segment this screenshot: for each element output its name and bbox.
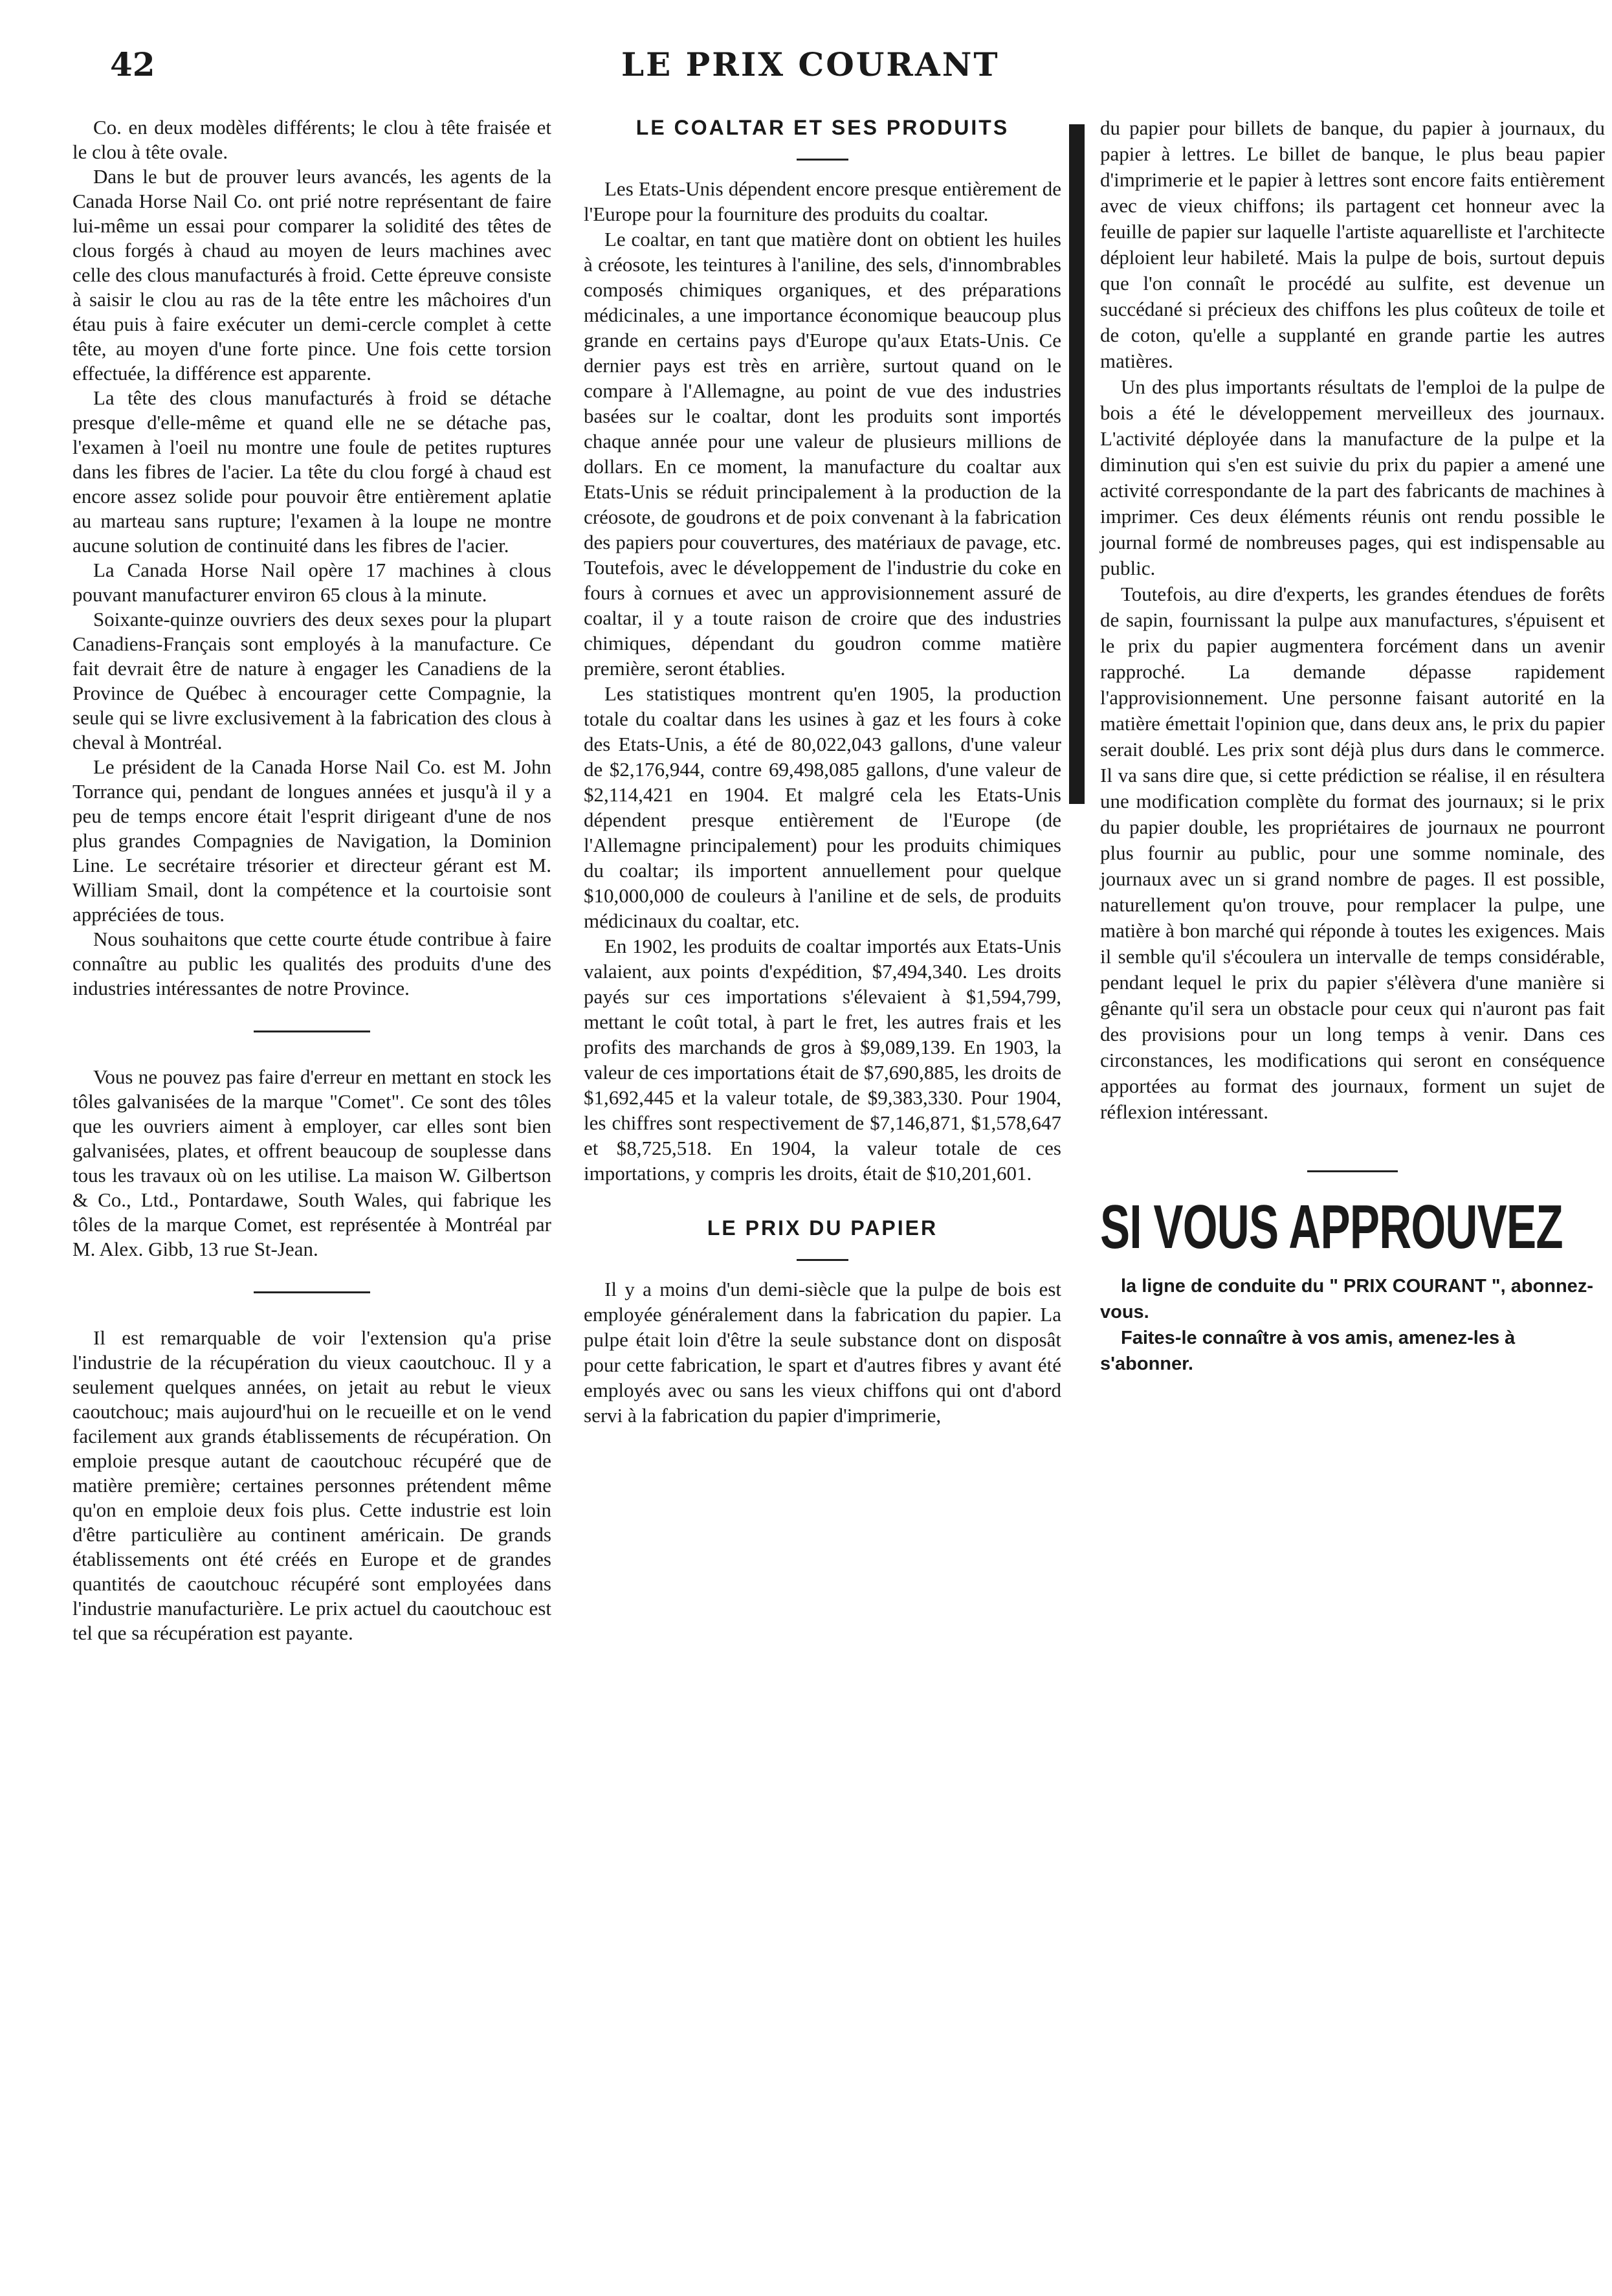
column-1 [72, 115, 551, 1645]
paragraph: Nous souhaitons que cette courte étude contribue à faire connaître au public les qualités des produits d'une des industries intéressantes de notre Province. [72, 928, 551, 999]
paragraph: La Canada Horse Nail opère 17 machines à clous pouvant manufacturer environ 65 clous à la minute. [72, 559, 551, 606]
paragraph: Il y a moins d'un demi-siècle que la pulpe de bois est employée généralement dans la fabrication du papier. La pulpe était loin d'être la seule substance dont on disposât pour cette fabrication, le spart et d'autres fibres y avant été employés avec ou sans les vieux chiffons qui ont d'abord servi à la fabrication du papier d'imprimerie, [584, 1278, 1061, 1427]
paragraph: Toutefois, au dire d'experts, les grandes étendues de forêts de sapin, fournissant la pulpe aux manufactures, s'épuisent et le prix du papier augmentera forcément dans un avenir rapproché. La demande dépasse rapidement l'approvisionnement. Une personne faisant autorité en la matière émettait l'opinion que, dans deux ans, le prix du papier serait doublé. Les prix sont déjà plus durs dans le commerce. Il va sans dire que, si cette prédiction se réalise, il en résultera une modification complète du format des journaux; si le prix du papier double, les propriétaires de journaux ne pourront plus fournir au public, pour une somme nominale, des journaux avec un si grand nombre de pages. Il est possible, naturellement qu'on trouve, pour remplacer la pulpe, une matière à bon marché qui réponde à toutes les exigences. Mais il semble qu'il s'écoulera un intervalle de temps considérable, pendant lequel le prix du papier s'élèvera d'une manière si gênante qu'il sera un obstacle pour ceux qui n'auront pas fait des provisions pour un long temps à venir. Dans ces circonstances, les modifications qui seront en conséquence apportées au format des journaux, forment un sujet de réflexion intéressant. [1100, 583, 1605, 1123]
paragraph: Dans le but de prouver leurs avancés, les agents de la Canada Horse Nail Co. ont prié notre représentant de faire lui-même un essai pour comparer la solidité des têtes de clous forgés à chaud au moyen de leurs machines avec celle des clous manufacturés à froid. Cette épreuve consiste à saisir le clou au ras de la tête entre les mâchoires d'un étau puis à faire exécuter un demi-cercle complet à cette tête, au moyen d'une forte pince. Une fois cette torsion effectuée, la différence est apparente. [72, 165, 551, 385]
ad-line: la ligne de conduite du " PRIX COURANT ", abonnez-vous. [1100, 1276, 1593, 1322]
paragraph: Les Etats-Unis dépendent encore presque entièrement de l'Europe pour la fourniture des produits du coaltar. [584, 177, 1061, 225]
column-divider-bar [1069, 124, 1085, 804]
column-2 [584, 115, 1061, 1428]
paragraph: En 1902, les produits de coaltar importés aux Etats-Unis valaient, aux points d'expédition, $7,494,340. Les droits payés sur ces importations s'élevaient à $1,594,799, mettant le coût total, à part le fret, les autres frais et les profits des marchands de gros à $9,089,139. En 1903, la valeur de ces importations était de $7,690,885, les droits de $1,692,445 et la valeur totale, de $9,383,330. Pour 1904, les chiffres sont respectivement de $7,146,871, $1,578,647 et $8,725,518. En 1904, la valeur totale de ces importations, y compris les droits, était de $10,201,601. [584, 935, 1061, 1185]
paragraph: du papier pour billets de banque, du papier à journaux, du papier à lettres. Le billet de banque, le plus beau papier d'imprimerie et le papier à lettres sont encore faits entièrement avec de vieux chiffons; ils partagent cet honneur avec la feuille de papier sur laquelle l'artiste aquarelliste et l'architecte déploient leur habileté. Mais la pulpe de bois, surtout depuis que l'on connaît le procédé au sulfite, est devenue un succédané si précieux des chiffons les plus coûteux de toile et de coton, qu'elle a supplanté en grande partie les autres matières. [1100, 117, 1605, 372]
masthead-title: LE PRIX COURANT [621, 45, 1000, 84]
section-title-papier: LE PRIX DU PAPIER [707, 1216, 938, 1240]
paragraph: Soixante-quinze ouvriers des deux sexes pour la plupart Canadiens-Français sont employés à la manufacture. Ce fait devrait être de nature à engager les Canadiens de la Province de Québec à encourager cette Compagnie, la seule qui se livre exclusivement à la fabrication des clous à cheval à Montréal. [72, 608, 551, 753]
paragraph: Vous ne pouvez pas faire d'erreur en mettant en stock les tôles galvanisées de la marque "Comet". Ce sont des tôles que les ouvriers aiment à employer, car elles sont bien galvanisées, plates, et offrent beaucoup de souplesse dans tous les travaux où on les utilise. La maison W. Gilbertson & Co., Ltd., Pontardawe, South Wales, qui fabrique les tôles de la marque Comet, est représentée à Montréal par M. Alex. Gibb, 13 rue St-Jean. [72, 1065, 551, 1260]
section-title-coaltar: LE COALTAR ET SES PRODUITS [635, 116, 1010, 139]
paragraph: Un des plus importants résultats de l'emploi de la pulpe de bois a été le développement merveilleux des journaux. L'activité déployée dans la manufacture de la pulpe et la diminution qui s'en est suivie du prix du papier a amené une activité correspondante de la part des fabricants de machines à imprimer. Ces deux éléments réunis ont rendu possible le journal formé de nombreuses pages, qui est indispensable au public. [1100, 375, 1605, 579]
paragraph: Les statistiques montrent qu'en 1905, la production totale du coaltar dans les usines à gaz et les fours à coke des Etats-Unis, a été de 80,022,043 gallons, d'une valeur de $2,176,944, contre 69,498,085 gallons, d'une valeur de $2,114,421 en 1904. Et malgré cela les Etats-Unis dépendent presque entièrement de l'Europe (de l'Allemagne principalement) pour les produits chimiques du coaltar; ils importent annuellement pour quelque $10,000,000 de couleurs à l'aniline et de sels, de produits médicinaux du coaltar, etc. [584, 682, 1061, 932]
section-divider [254, 1291, 370, 1293]
title-rule [797, 1259, 848, 1261]
paragraph: Co. en deux modèles différents; le clou à tête fraisée et le clou à tête ovale. [72, 116, 551, 163]
subscription-ad [1100, 1170, 1605, 1377]
ad-line: Faites-le connaître à vos amis, amenez-les à s'abonner. [1100, 1328, 1516, 1374]
page-number: 42 [110, 45, 155, 84]
ad-heading: SI VOUS APPROUVEZ [1100, 1192, 1563, 1262]
title-rule [797, 159, 848, 161]
ad-rule [1307, 1170, 1398, 1172]
paragraph: Il est remarquable de voir l'extension qu'a prise l'industrie de la récupération du vieux caoutchouc. Il y a seulement quelques années, on jetait au rebut le vieux caoutchouc; mais aujourd'hui on le recueille et on le vend facilement aux grands établissements de récupération. On emploie presque autant de caoutchouc récupéré que de matière première; certaines personnes prétendent même qu'on en emploie deux fois plus. Cette industrie est loin d'être particulière au continent américain. De grands établissements ont été créés en Europe et de grandes quantités de caoutchouc récupéré sont employées dans l'industrie manufacturière. Le prix actuel du caoutchouc est tel que sa récupération est payante. [72, 1326, 551, 1644]
paragraph: Le coaltar, en tant que matière dont on obtient les huiles à créosote, les teintures à l'aniline, des sels, d'innombrables composés chimiques organiques, et des préparations médicinales, a une importance économique beaucoup plus grande en certains pays d'Europe qu'aux Etats-Unis. Ce dernier pays est très en arrière, surtout quand on le compare à l'Allemagne, au point de vue des industries basées sur le coaltar, dont les produits sont importés chaque année pour une valeur de plusieurs millions de dollars. En ce moment, la manufacture du coaltar aux Etats-Unis se réduit principalement à la production de la créosote, de goudrons et de poix convenant à la fabrication des papiers pour couvertures, des matériaux de pavage, etc. Toutefois, avec le développement de l'industrie du coke en fours à cornues et avec un approvisionnement assuré de coaltar, il y a toute raison de croire que des industries chimiques, dépendant du goudron comme matière première, seront établies. [584, 228, 1061, 680]
paragraph: Le président de la Canada Horse Nail Co. est M. John Torrance qui, pendant de longues années et jusqu'à il y a peu de temps encore était l'esprit dirigeant d'une de nos plus grandes Compagnies de Navigation, la Dominion Line. Le secrétaire trésorier et directeur gérant est M. William Smail, dont la compétence et la courtoisie sont appréciées de tous. [72, 755, 551, 926]
column-3 [1100, 115, 1605, 1377]
section-divider [254, 1031, 370, 1032]
paragraph: La tête des clous manufacturés à froid se détache presque d'elle-même et quand elle ne se détache pas, l'examen à l'oeil nu montre une foule de petites ruptures dans les fibres de l'acier. La tête du clou forgé à chaud est encore assez solide pour pouvoir être entièrement aplatie au marteau sans rupture; l'examen à la loupe ne montre aucune solution de continuité dans les fibres de l'acier. [72, 386, 551, 557]
